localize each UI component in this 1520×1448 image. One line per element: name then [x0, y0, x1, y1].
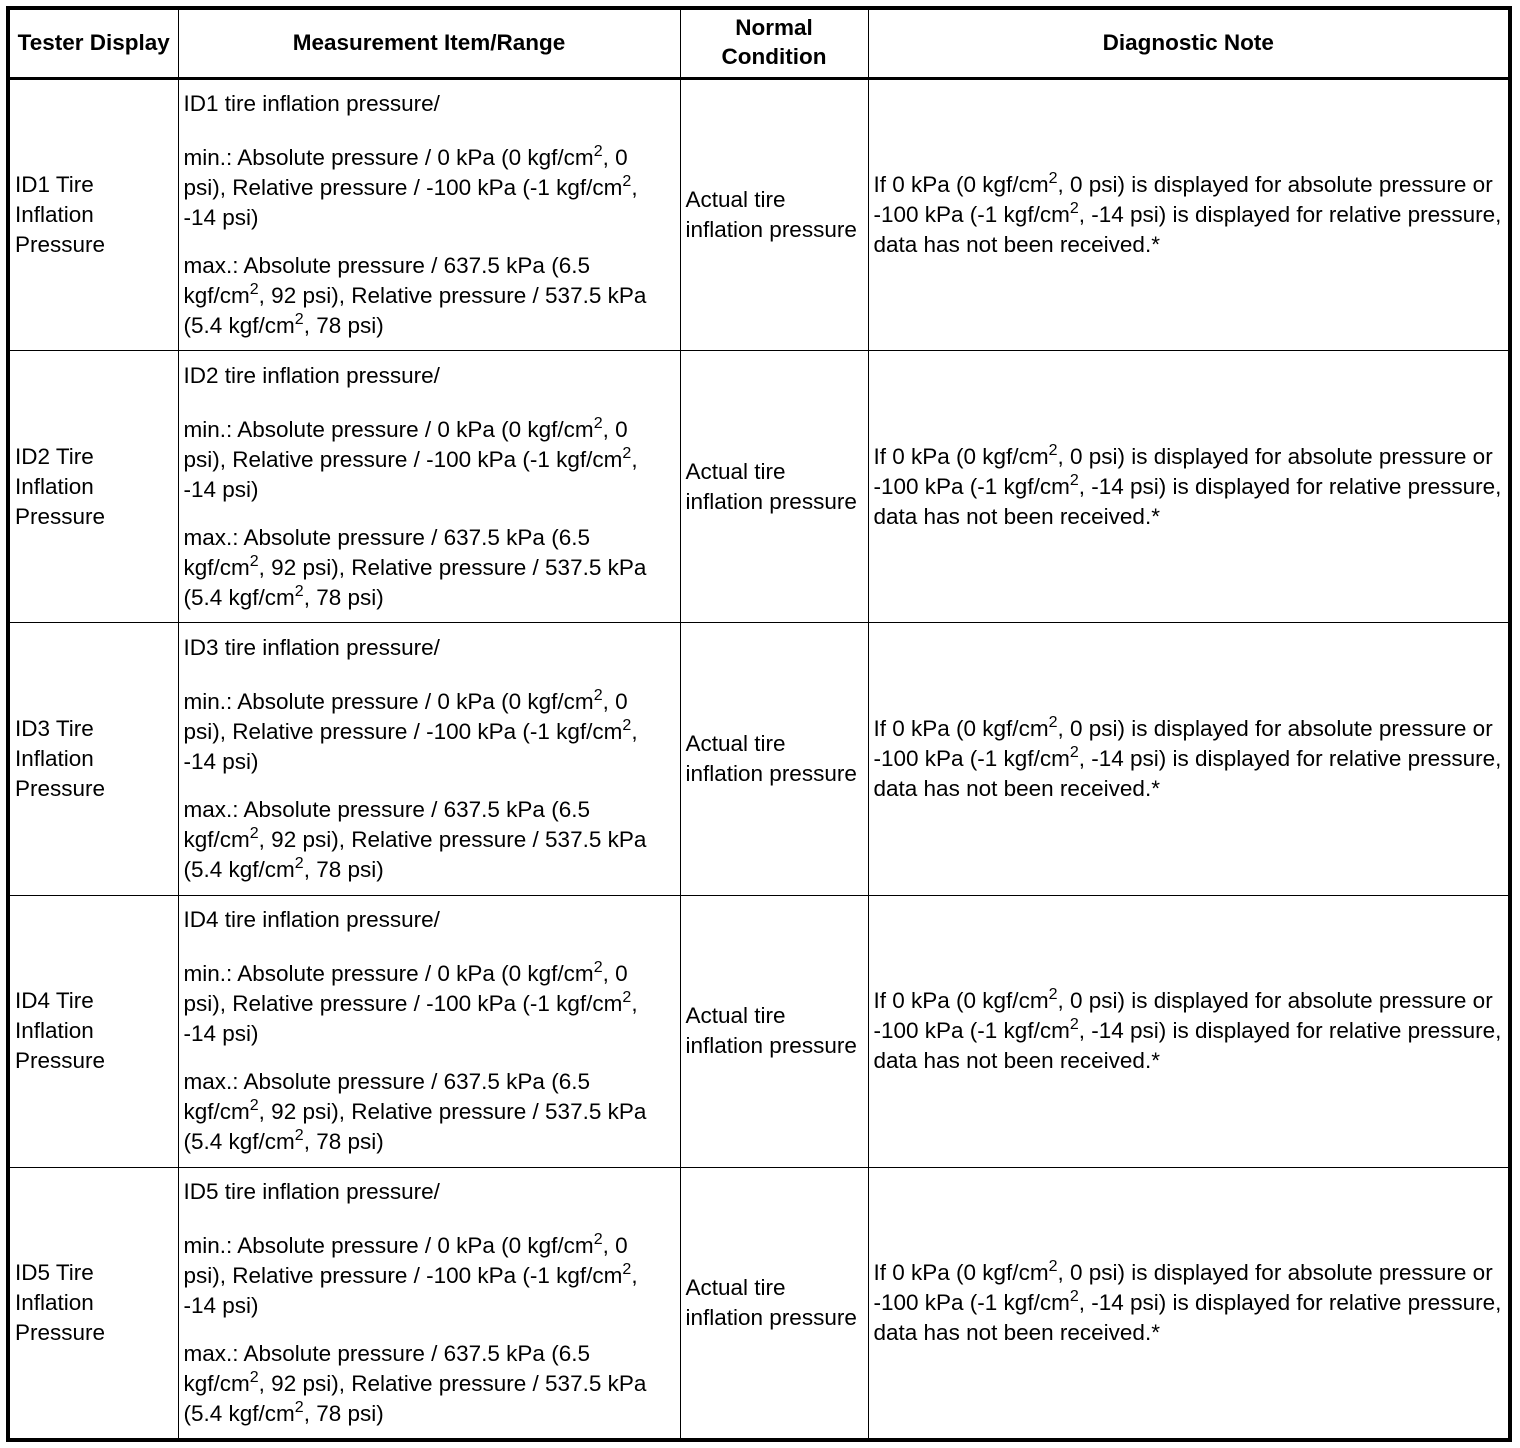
diagnostic-note-text: If 0 kPa (0 kgf/$cm^2$, 0 psi) is displayed for absolute pressure or -100 kPa (-1 kgf/$cm^2$, -14 psi) is displayed for relative pressure, data has not been received.* [873, 986, 1502, 1074]
header-row [8, 8, 1510, 78]
measurement-item-text: ID4 tire inflation pressure/ [183, 907, 440, 933]
tester-display-cell [8, 1168, 178, 1440]
measurement-item-text: ID3 tire inflation pressure/ [183, 634, 440, 660]
header-normal-condition: Normal Condition [680, 8, 868, 78]
header-tester-display: Tester Display [8, 8, 178, 78]
min-range-text: min.: Absolute pressure / 0 kPa (0 kgf/$cm^2$, 0 psi), Relative pressure / -100 kPa (-1 kgf/$cm^2$, -14 psi) [183, 142, 638, 230]
diagnostic-note-cell [868, 78, 1510, 350]
measurement-range-cell [178, 78, 680, 350]
measurement-range-cell [178, 623, 680, 895]
header-measurement-item-range: Measurement Item/Range [178, 8, 680, 78]
tester-display-cell [8, 78, 178, 350]
normal-condition-cell [680, 78, 868, 350]
normal-condition-text: Actual tire inflation pressure [685, 186, 857, 242]
normal-condition-text: Actual tire inflation pressure [685, 1003, 857, 1059]
min-range-text: min.: Absolute pressure / 0 kPa (0 kgf/$cm^2$, 0 psi), Relative pressure / -100 kPa (-1 kgf/$cm^2$, -14 psi) [183, 959, 638, 1047]
table-row [8, 1168, 1510, 1440]
diagnostic-note-text: If 0 kPa (0 kgf/$cm^2$, 0 psi) is displayed for absolute pressure or -100 kPa (-1 kgf/$cm^2$, -14 psi) is displayed for relative pressure, data has not been received.* [873, 713, 1502, 801]
normal-condition-text: Actual tire inflation pressure [685, 730, 857, 786]
table-row [8, 623, 1510, 895]
max-range-text: max.: Absolute pressure / 637.5 kPa (6.5 kgf/$cm^2$, 92 psi), Relative pressure / 537.5 kPa (5.4 kgf/$cm^2$, 78 psi) [183, 252, 647, 338]
diagnostic-note-text: If 0 kPa (0 kgf/$cm^2$, 0 psi) is displayed for absolute pressure or -100 kPa (-1 kgf/$cm^2$, -14 psi) is displayed for relative pressure, data has not been received.* [873, 169, 1502, 257]
min-range-text: min.: Absolute pressure / 0 kPa (0 kgf/$cm^2$, 0 psi), Relative pressure / -100 kPa (-1 kgf/$cm^2$, -14 psi) [183, 414, 638, 502]
tester-display-text: ID3 Tire Inflation Pressure [15, 715, 106, 801]
measurement-range-cell [178, 1168, 680, 1440]
max-range-text: max.: Absolute pressure / 637.5 kPa (6.5 kgf/$cm^2$, 92 psi), Relative pressure / 537.5 kPa (5.4 kgf/$cm^2$, 78 psi) [183, 1069, 647, 1155]
measurement-item-text: ID5 tire inflation pressure/ [183, 1179, 440, 1205]
measurement-range-cell [178, 895, 680, 1167]
tester-display-text: ID5 Tire Inflation Pressure [15, 1260, 106, 1346]
normal-condition-text: Actual tire inflation pressure [685, 458, 857, 514]
normal-condition-cell [680, 623, 868, 895]
data-list-table [6, 6, 1512, 1442]
min-range-text: min.: Absolute pressure / 0 kPa (0 kgf/$cm^2$, 0 psi), Relative pressure / -100 kPa (-1 kgf/$cm^2$, -14 psi) [183, 1231, 638, 1319]
max-range-text: max.: Absolute pressure / 637.5 kPa (6.5 kgf/$cm^2$, 92 psi), Relative pressure / 537.5 kPa (5.4 kgf/$cm^2$, 78 psi) [183, 524, 647, 610]
table-row [8, 78, 1510, 350]
normal-condition-cell [680, 350, 868, 622]
header-diagnostic-note: Diagnostic Note [868, 8, 1510, 78]
table-row [8, 350, 1510, 622]
diagnostic-note-text: If 0 kPa (0 kgf/$cm^2$, 0 psi) is displayed for absolute pressure or -100 kPa (-1 kgf/$cm^2$, -14 psi) is displayed for relative pressure, data has not been received.* [873, 1258, 1502, 1346]
measurement-item-text: ID1 tire inflation pressure/ [183, 90, 440, 116]
measurement-item-text: ID2 tire inflation pressure/ [183, 362, 440, 388]
max-range-text: max.: Absolute pressure / 637.5 kPa (6.5 kgf/$cm^2$, 92 psi), Relative pressure / 537.5 kPa (5.4 kgf/$cm^2$, 78 psi) [183, 796, 647, 882]
diagnostic-note-text: If 0 kPa (0 kgf/$cm^2$, 0 psi) is displayed for absolute pressure or -100 kPa (-1 kgf/$cm^2$, -14 psi) is displayed for relative pressure, data has not been received.* [873, 441, 1502, 529]
normal-condition-cell [680, 1168, 868, 1440]
normal-condition-cell [680, 895, 868, 1167]
diagnostic-note-cell [868, 350, 1510, 622]
tester-display-text: ID2 Tire Inflation Pressure [15, 443, 106, 529]
min-range-text: min.: Absolute pressure / 0 kPa (0 kgf/$cm^2$, 0 psi), Relative pressure / -100 kPa (-1 kgf/$cm^2$, -14 psi) [183, 686, 638, 774]
max-range-text: max.: Absolute pressure / 637.5 kPa (6.5 kgf/$cm^2$, 92 psi), Relative pressure / 537.5 kPa (5.4 kgf/$cm^2$, 78 psi) [183, 1341, 647, 1427]
tester-display-text: ID4 Tire Inflation Pressure [15, 988, 106, 1074]
diagnostic-note-cell [868, 1168, 1510, 1440]
tester-display-cell [8, 350, 178, 622]
table-row [8, 895, 1510, 1167]
diagnostic-note-cell [868, 895, 1510, 1167]
normal-condition-text: Actual tire inflation pressure [685, 1275, 857, 1331]
tester-display-cell [8, 895, 178, 1167]
tester-display-cell [8, 623, 178, 895]
measurement-range-cell [178, 350, 680, 622]
tester-display-text: ID1 Tire Inflation Pressure [15, 171, 106, 257]
diagnostic-note-cell [868, 623, 1510, 895]
